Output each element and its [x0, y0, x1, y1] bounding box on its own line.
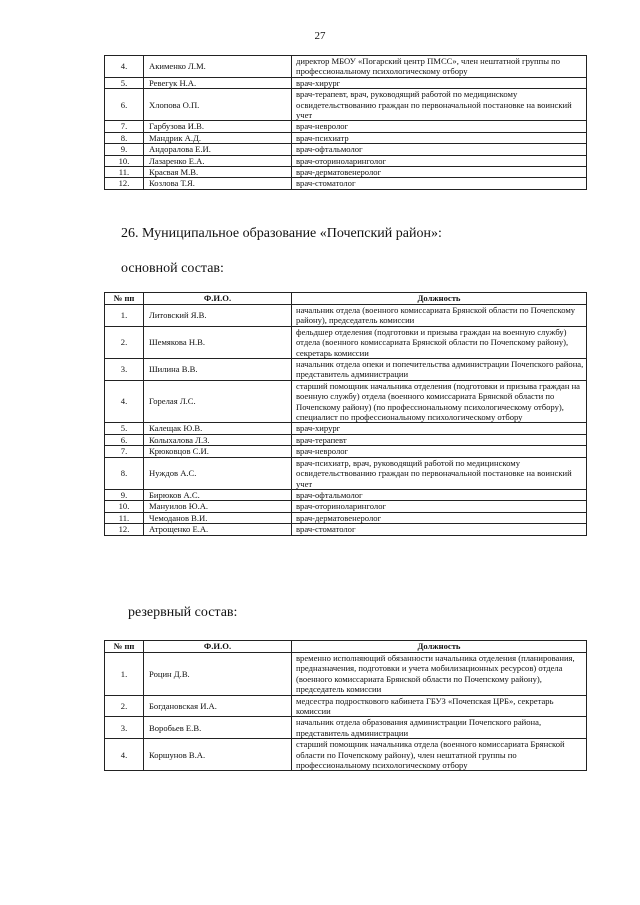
- row-name: Чемоданов В.И.: [144, 512, 292, 523]
- row-number: 4.: [105, 56, 144, 78]
- main-composition-body: [105, 305, 587, 536]
- row-position: врач-невролог: [292, 121, 587, 132]
- row-number: 7.: [105, 446, 144, 457]
- table-row: [105, 695, 587, 717]
- row-position: врач-дерматовенеролог: [292, 512, 587, 523]
- header-num: № пп: [105, 293, 144, 305]
- row-name: Бирюков А.С.: [144, 489, 292, 500]
- row-name: Калещак Ю.В.: [144, 423, 292, 434]
- row-number: 2.: [105, 695, 144, 717]
- row-name: Гарбузова И.В.: [144, 121, 292, 132]
- header-position: Должность: [292, 641, 587, 653]
- row-number: 8.: [105, 457, 144, 489]
- table-row: [105, 132, 587, 143]
- row-name: Горелая Л.С.: [144, 380, 292, 423]
- row-name: Колыхалова Л.З.: [144, 434, 292, 445]
- row-position: врач-стоматолог: [292, 178, 587, 189]
- row-position: врач-терапевт, врач, руководящий работой по медицинскому освидетельствованию граждан по первоначальной постановке на воинский учет: [292, 89, 587, 121]
- row-position: врач-психиатр, врач, руководящий работой по медицинскому освидетельствованию граждан по первоначальной постановке на воинский учет: [292, 457, 587, 489]
- table-row: [105, 434, 587, 445]
- row-number: 9.: [105, 144, 144, 155]
- row-name: Хлопова О.П.: [144, 89, 292, 121]
- row-number: 2.: [105, 326, 144, 358]
- row-position: врач-терапевт: [292, 434, 587, 445]
- row-position: временно исполняющий обязанности начальника отделения (планирования, предназначения, подготовки и учета мобилизационных ресурсов) отдела (военного комиссариата Брянской области по Почепскому району), председатель комиссии: [292, 653, 587, 696]
- row-number: 1.: [105, 305, 144, 327]
- row-number: 5.: [105, 77, 144, 88]
- row-name: Мануилов Ю.А.: [144, 501, 292, 512]
- row-number: 11.: [105, 167, 144, 178]
- table-header-row: [105, 293, 587, 305]
- table-row: [105, 717, 587, 739]
- main-composition-label: основной состав:: [121, 261, 224, 276]
- table-row: [105, 501, 587, 512]
- row-name: Мандрик А.Д.: [144, 132, 292, 143]
- row-number: 10.: [105, 501, 144, 512]
- row-number: 3.: [105, 359, 144, 381]
- row-number: 8.: [105, 132, 144, 143]
- header-num: № пп: [105, 641, 144, 653]
- row-position: врач-невролог: [292, 446, 587, 457]
- row-number: 1.: [105, 653, 144, 696]
- table-row: [105, 489, 587, 500]
- row-name: Козлова Т.Я.: [144, 178, 292, 189]
- table-row: [105, 178, 587, 189]
- table-row: [105, 457, 587, 489]
- table-row: [105, 739, 587, 771]
- table-row: [105, 380, 587, 423]
- table-row: [105, 77, 587, 88]
- table-row: [105, 167, 587, 178]
- row-position: врач-оториноларинголог: [292, 155, 587, 166]
- table-row: [105, 305, 587, 327]
- row-number: 5.: [105, 423, 144, 434]
- row-position: начальник отдела образования администрации Почепского района, представитель администрации: [292, 717, 587, 739]
- row-position: начальник отдела (военного комиссариата Брянской области по Почепскому району), председатель комиссии: [292, 305, 587, 327]
- row-name: Ревегук Н.А.: [144, 77, 292, 88]
- row-number: 10.: [105, 155, 144, 166]
- row-number: 4.: [105, 380, 144, 423]
- table-row: [105, 155, 587, 166]
- row-position: врач-стоматолог: [292, 524, 587, 535]
- row-name: Нуждов А.С.: [144, 457, 292, 489]
- row-number: 12.: [105, 178, 144, 189]
- row-position: фельдшер отделения (подготовки и призыва граждан на военную службу) отдела (военного комиссариата Брянской области по Почепскому району), секретарь комиссии: [292, 326, 587, 358]
- row-name: Шемякова Н.В.: [144, 326, 292, 358]
- row-name: Атрощенко Е.А.: [144, 524, 292, 535]
- row-number: 3.: [105, 717, 144, 739]
- row-number: 6.: [105, 89, 144, 121]
- table-row: [105, 653, 587, 696]
- row-position: врач-хирург: [292, 423, 587, 434]
- row-number: 9.: [105, 489, 144, 500]
- row-position: старший помощник начальника отделения (подготовки и призыва граждан на военную службу) отдела (военного комиссариата Брянской области по Почепскому району) (по профессиональному психологическому отбору), специалист по профессиональному психологическому отбору: [292, 380, 587, 423]
- row-position: врач-психиатр: [292, 132, 587, 143]
- table-row: [105, 524, 587, 535]
- row-name: Литовский Я.В.: [144, 305, 292, 327]
- row-name: Лазаренко Е.А.: [144, 155, 292, 166]
- table-row: [105, 326, 587, 358]
- main-composition-table: [104, 292, 587, 536]
- reserve-composition-table: [104, 640, 587, 771]
- table-row: [105, 446, 587, 457]
- row-name: Андоралова Е.И.: [144, 144, 292, 155]
- header-name: Ф.И.О.: [144, 641, 292, 653]
- row-name: Богдановская И.А.: [144, 695, 292, 717]
- row-name: Крюковцов С.И.: [144, 446, 292, 457]
- row-position: врач-офтальмолог: [292, 489, 587, 500]
- table-row: [105, 56, 587, 78]
- row-number: 4.: [105, 739, 144, 771]
- header-position: Должность: [292, 293, 587, 305]
- header-name: Ф.И.О.: [144, 293, 292, 305]
- row-position: врач-хирург: [292, 77, 587, 88]
- table-row: [105, 423, 587, 434]
- row-name: Коршунов В.А.: [144, 739, 292, 771]
- table-row: [105, 144, 587, 155]
- table-row: [105, 359, 587, 381]
- row-number: 7.: [105, 121, 144, 132]
- row-position: врач-дерматовенеролог: [292, 167, 587, 178]
- continued-members-table: [104, 55, 587, 190]
- table-row: [105, 89, 587, 121]
- page-number: 27: [314, 30, 326, 42]
- row-name: Воробьев Е.В.: [144, 717, 292, 739]
- row-name: Красвая М.В.: [144, 167, 292, 178]
- table-row: [105, 121, 587, 132]
- row-name: Шилина В.В.: [144, 359, 292, 381]
- row-position: начальник отдела опеки и попечительства администрации Почепского района, представитель администрации: [292, 359, 587, 381]
- row-position: директор МБОУ «Погарский центр ПМСС», член нештатной группы по профессиональному психологическому отбору: [292, 56, 587, 78]
- continued-members-body: [105, 56, 587, 190]
- row-position: медсестра подросткового кабинета ГБУЗ «Почепская ЦРБ», секретарь комиссии: [292, 695, 587, 717]
- row-number: 12.: [105, 524, 144, 535]
- row-position: врач-оториноларинголог: [292, 501, 587, 512]
- table-row: [105, 512, 587, 523]
- row-position: старший помощник начальника отдела (военного комиссариата Брянской области по Почепскому району), член нештатной группы по профессиональному психологическому отбору: [292, 739, 587, 771]
- section-title: 26. Муниципальное образование «Почепский район»:: [121, 226, 442, 241]
- reserve-composition-body: [105, 653, 587, 771]
- row-name: Акименко Л.М.: [144, 56, 292, 78]
- reserve-composition-label: резервный состав:: [128, 605, 238, 620]
- row-name: Роцин Д.В.: [144, 653, 292, 696]
- row-number: 6.: [105, 434, 144, 445]
- table-header-row: [105, 641, 587, 653]
- row-number: 11.: [105, 512, 144, 523]
- row-position: врач-офтальмолог: [292, 144, 587, 155]
